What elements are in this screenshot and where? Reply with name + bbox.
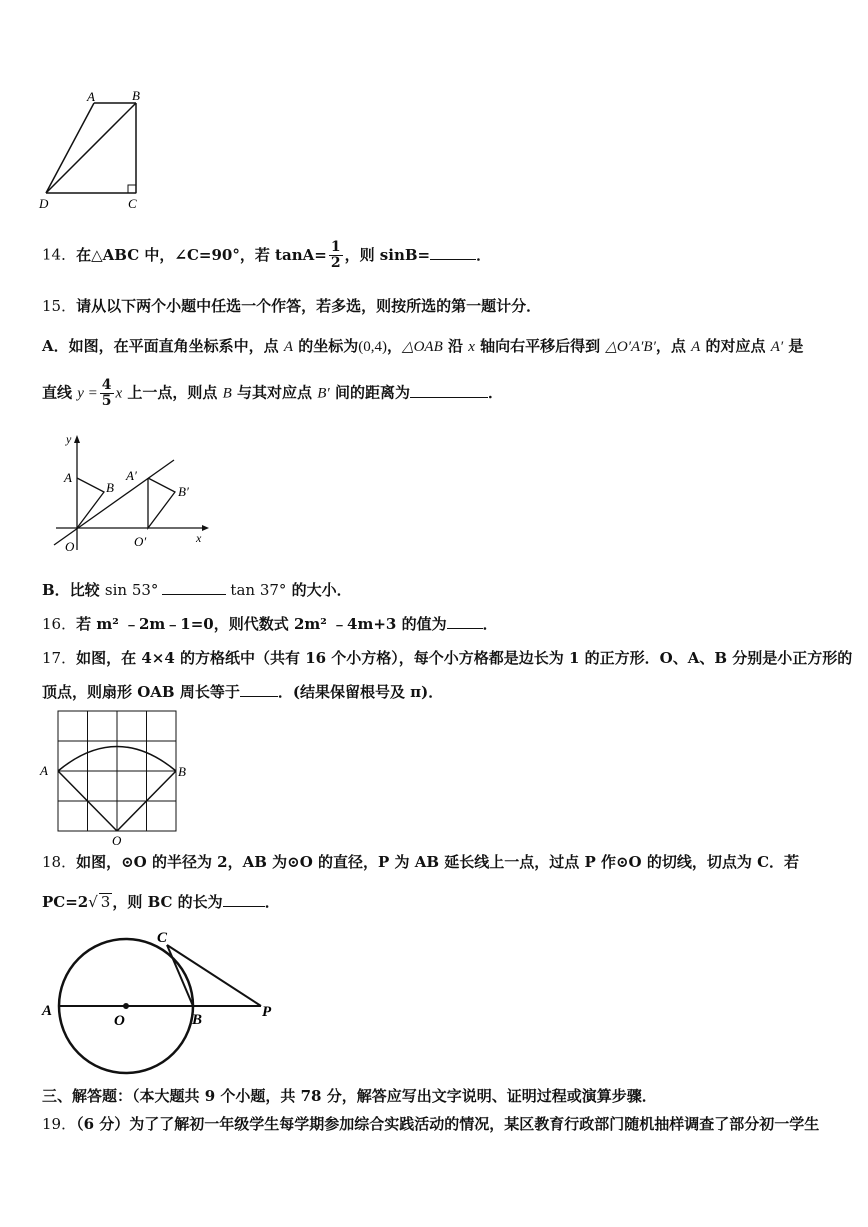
question-17-line1: 17．如图，在 4×4 的方格纸中（共有 16 个小方格），每个小方格都是边长为 1 的正方形．O、A、B 分别是小正方形的 [42,649,853,667]
label-O-prime: O′ [134,534,147,549]
fraction: $\frac{1}{2}$ [330,239,341,271]
trapezoid-figure [36,86,156,212]
label-A: A [64,470,72,485]
fraction: $\frac{4}{5}$ [101,377,112,409]
label-B: B [192,1012,203,1028]
question-15a-line2: 直线 y = $\frac{4}{5}$ x 上一点，则点 B 与其对应点 B′ 间的距离为 ． [42,377,503,409]
question-16: 16．若 m² ﹣2m﹣1=0，则代数式 2m² ﹣4m+3 的值为 ． [42,615,498,633]
question-15a-line1: A．如图，在平面直角坐标系中，点 A 的坐标为(0,4)，△OAB 沿 x 轴向右平移后得到 △O′A′B′，点 A 的对应点 A′ 是 [42,337,804,355]
answer-blank[interactable] [162,580,226,595]
coordinate-figure [46,430,216,554]
question-15b: B．比较 sin 53° tan 37° 的大小． [42,581,352,599]
label-y: y [66,432,72,446]
label-A-prime: A′ [126,468,137,483]
label-P: P [262,1004,272,1020]
grid-sector-figure [36,706,196,846]
label-B: B [178,764,186,779]
answer-blank[interactable] [447,614,483,629]
label-B-prime: B′ [178,484,189,499]
question-14: 14．在△ABC 中，∠C=90°，若 tanA= $\frac{1}{2}$ ，则 sinB= ． [42,239,492,271]
answer-blank[interactable] [223,892,265,907]
question-18-line1: 18．如图，⊙O 的半径为 2，AB 为⊙O 的直径，P 为 AB 延长线上一点，过点 P 作⊙O 的切线，切点为 C．若 [42,853,800,871]
circle-tangent-figure [36,926,286,1082]
answer-blank[interactable] [240,682,278,697]
question-17-line2: 顶点，则扇形 OAB 周长等于 ．(结果保留根号及 π)． [42,683,444,701]
question-18-line2: PC=2√ 3 ，则 BC 的长为 ． [42,893,280,911]
answer-blank[interactable] [430,245,476,260]
label-D: D [39,196,49,211]
label-B: B [132,88,140,103]
label-O: O [65,539,75,554]
question-15: 15．请从以下两个小题中任选一个作答，若多选，则按所选的第一题计分． [42,297,542,315]
label-C: C [157,930,168,946]
label-C: C [128,196,137,211]
section-3-heading: 三、解答题：（本大题共 9 个小题，共 78 分，解答应写出文字说明、证明过程或演算步骤． [42,1087,657,1105]
label-A: A [42,1003,53,1019]
question-19: 19．（6 分）为了了解初一年级学生每学期参加综合实践活动的情况，某区教育行政部门随机抽样调查了部分初一学生 [42,1115,820,1133]
label-A: A [40,763,48,778]
label-O: O [114,1013,125,1029]
label-A: A [87,89,95,104]
label-x: x [196,531,202,545]
answer-blank[interactable] [410,383,488,398]
label-B: B [106,480,114,495]
label-O: O [112,833,122,846]
